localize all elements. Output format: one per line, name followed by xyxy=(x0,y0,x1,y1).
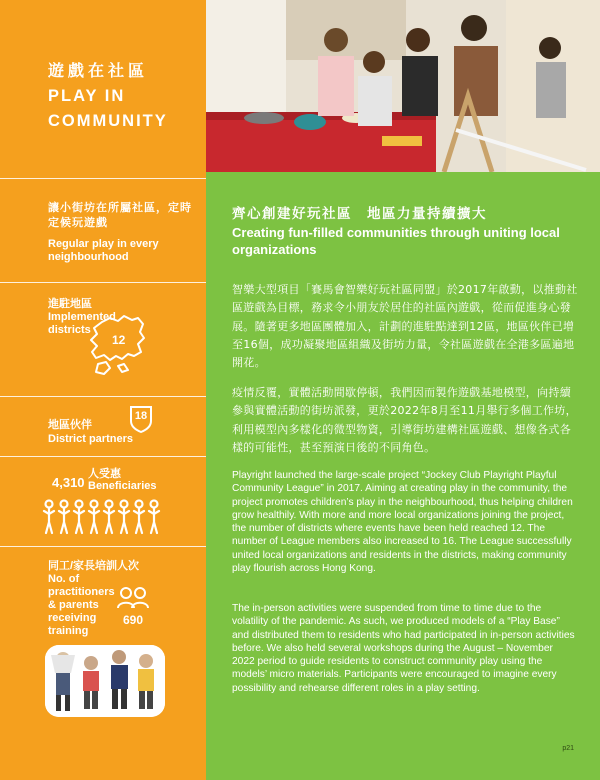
paragraph-zh-1: 智樂大型項目「賽馬會智樂好玩社區同盟」於2017年啟動，以推動社區遊戲為目標，務求令小朋友於居住的社區內遊戲，從而促進身心發展。隨著更多地區團體加入，計劃的進駐點達到12區，地區伙伴已增至16個，成功凝聚地區組織及街坊力量，令社區遊戲在全港多區遍地開花。 xyxy=(232,283,578,370)
stat-districts-en: Implemented districts xyxy=(48,311,116,336)
stat-partners-en: District partners xyxy=(48,433,133,445)
stat-training-value: 690 xyxy=(123,613,144,627)
stat-partners-value: 18 xyxy=(134,410,148,422)
sidebar xyxy=(0,0,206,780)
section-title-zh: 遊戲在社區 xyxy=(48,61,149,80)
section-title-en: PLAY IN COMMUNITY xyxy=(48,87,168,130)
paragraph-zh-2: 疫情反覆，實體活動間歇停頓，我們因而製作遊戲基地模型，向持續參與實體活動的街坊派發，更於2022年8月至11月舉行多個工作坊，利用模型內多樣化的微型物資，引導街坊建構社區遊戲、想像各式各樣的可能性，甚至預演日後的不同角色。 xyxy=(232,386,577,454)
stat-regular-play-en: Regular play in every neighbourhood xyxy=(48,238,159,263)
heading-en: Creating fun-filled communities through uniting local organizations xyxy=(232,225,560,257)
stat-training-zh: 同工/家長培訓人次 xyxy=(48,560,140,572)
trainees-icon xyxy=(116,586,150,610)
paragraph-en-1: Playright launched the large-scale project “Jockey Club Playright Playful Community League” in 2017. Aiming at creating play in the community, the project promotes children’s play in the neighbourhood, thus helping children grow healthily. With more and more local organizations joining the project, the number of districts where events have been held reached 12. The number of League members also increased to 16. The League successfully united local organizations and residents in the districts, making community play flourish across Hong Kong. xyxy=(232,470,573,575)
paragraph-en-2: The in-person activities were suspended from time to time due to the volatility of the pandemic. As such, we produced models of a “Play Base” and distributed them to residents who had participated in in-person activities before. We also held several workshops during the August – November 2022 period to guide residents to construct community play using the models’ micro materials. Participants were encouraged to imagine every possibility and rehearse different roles in a play setting. xyxy=(232,603,575,694)
heading-zh: 齊心創建好玩社區 地區力量持續擴大 xyxy=(232,206,487,222)
page-number: p21 xyxy=(562,745,574,752)
stat-regular-play-zh: 讓小街坊在所屬社區，定時定候玩遊戲 xyxy=(48,202,192,229)
divider xyxy=(0,282,206,283)
divider xyxy=(0,396,206,397)
divider xyxy=(0,546,206,547)
stat-beneficiaries-zh: 人受惠 xyxy=(88,468,121,480)
stat-partners-zh: 地區伙伴 xyxy=(48,419,92,431)
divider xyxy=(0,178,206,179)
stat-districts-zh: 進駐地區 xyxy=(48,298,92,310)
people-row-icon xyxy=(42,498,164,538)
divider xyxy=(0,456,206,457)
children-playing-photo xyxy=(45,645,165,717)
content-panel xyxy=(206,172,600,780)
stat-beneficiaries-en: Beneficiaries xyxy=(88,480,157,492)
stat-training-en: No. of practitioners & parents receiving training xyxy=(48,573,115,637)
stat-beneficiaries-value: 4,310 xyxy=(52,475,85,490)
stat-districts-value: 12 xyxy=(112,333,126,347)
cooking-activity-photo xyxy=(206,0,600,172)
